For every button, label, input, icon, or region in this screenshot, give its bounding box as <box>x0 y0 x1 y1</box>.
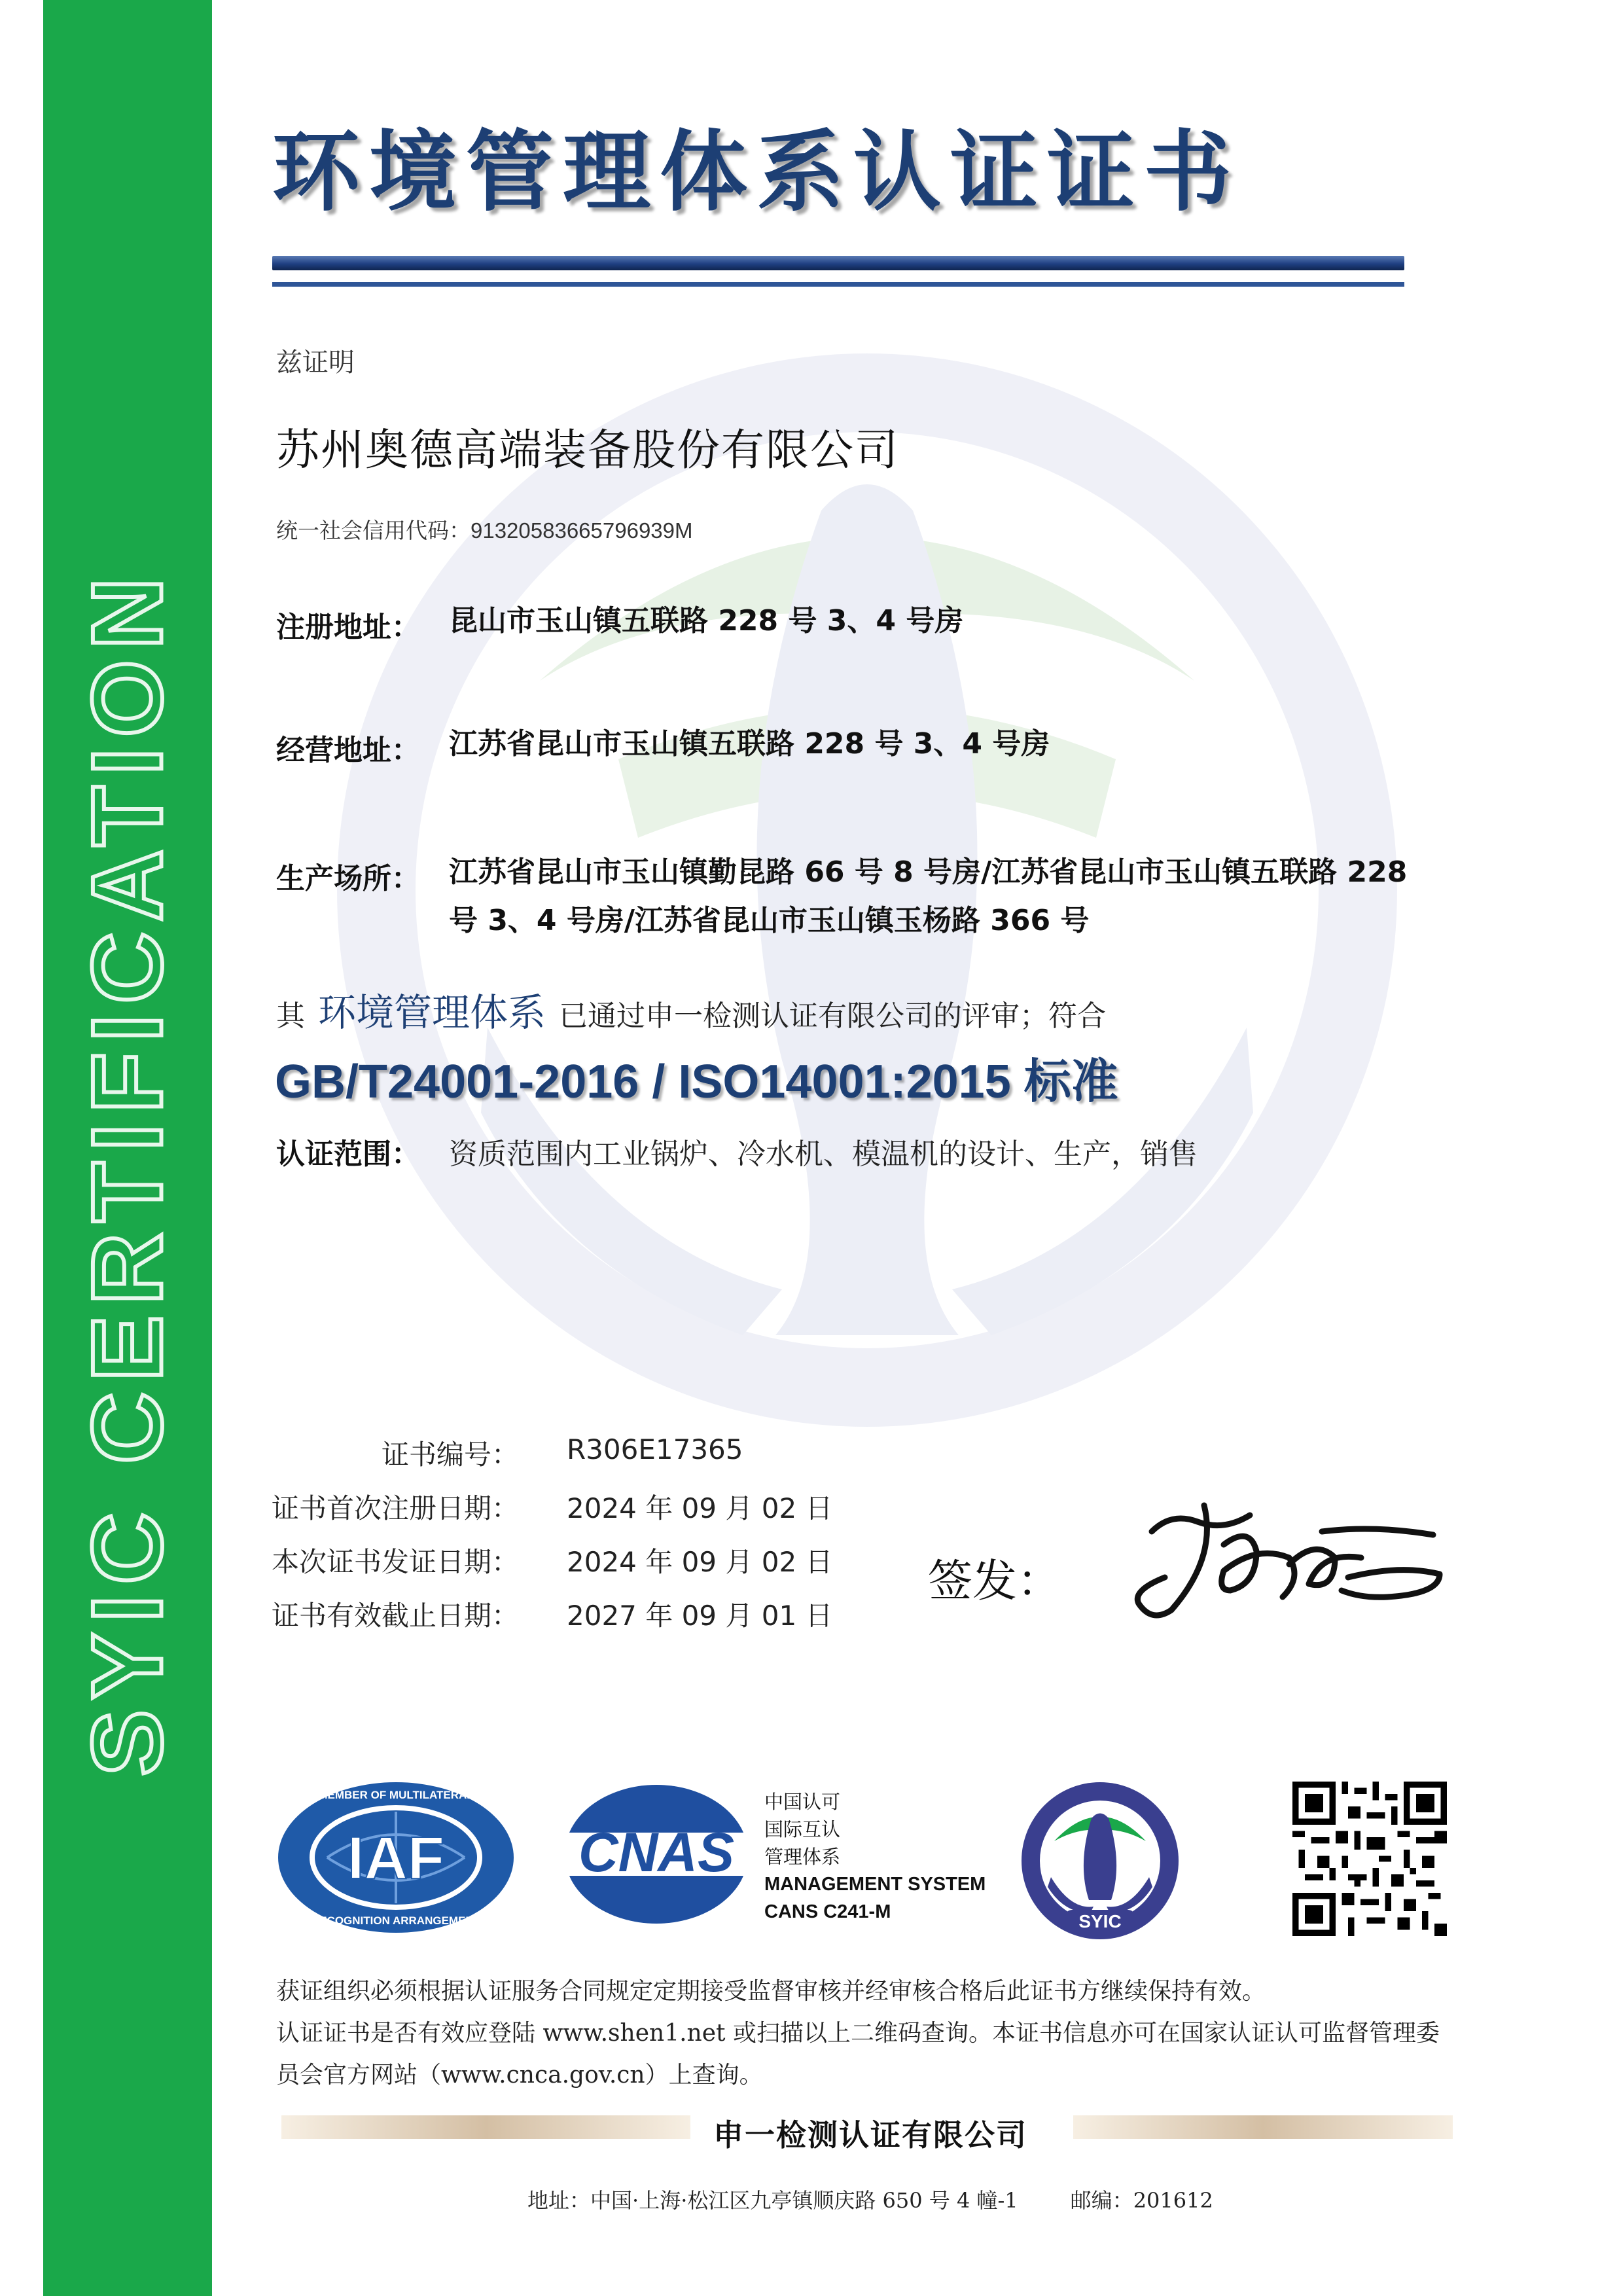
expiry-date-value: 2027 年 09 月 01 日 <box>567 1600 833 1632</box>
first-registration-value: 2024 年 09 月 02 日 <box>567 1492 833 1524</box>
note-line-3: 员会官方网站（www.cnca.gov.cn）上查询。 <box>276 2062 763 2089</box>
credit-code-label: 统一社会信用代码： <box>276 518 471 543</box>
footer-address <box>527 2184 1213 2214</box>
production-site-label: 生产场所： <box>276 862 420 895</box>
note-line-2: 认证证书是否有效应登陆 www.shen1.net 或扫描以上二维码查询。本证书信息亦可在国家认证认可监督管理委 <box>276 2020 1440 2047</box>
company-name: 苏州奥德高端装备股份有限公司 <box>276 425 899 475</box>
qr-code[interactable] <box>1292 1782 1447 1936</box>
syic-main: SYIC <box>1078 1911 1122 1931</box>
scope-value: 资质范围内工业锅炉、冷水机、模温机的设计、生产，销售 <box>449 1138 1198 1171</box>
syic-logo <box>1018 1779 1182 1943</box>
statement-system: 环境管理体系 <box>318 990 546 1035</box>
side-band-text: SYIC CERTIFICATION <box>71 567 183 1776</box>
iaf-ring-bottom: RECOGNITION ARRANGEMENT <box>311 1914 481 1927</box>
registered-address-value: 昆山市玉山镇五联路 228 号 3、4 号房 <box>449 604 964 637</box>
cnas-main: CNAS <box>578 1821 735 1883</box>
statement-suffix: 已通过申一检测认证有限公司的评审；符合 <box>559 999 1107 1033</box>
postcode-value: 201612 <box>1133 2188 1213 2213</box>
title-rule-thin <box>272 282 1404 287</box>
scope-label: 认证范围： <box>276 1138 420 1171</box>
cert-number-value: R306E17365 <box>567 1433 743 1465</box>
production-site-value-line1: 江苏省昆山市玉山镇勤昆路 66 号 8 号房/江苏省昆山市玉山镇五联路 228 <box>449 855 1408 889</box>
business-address-label: 经营地址： <box>276 734 420 767</box>
cnas-en-line-1: MANAGEMENT SYSTEM <box>764 1874 986 1895</box>
issue-date-value: 2024 年 09 月 02 日 <box>567 1546 833 1578</box>
cnas-logo <box>561 1782 751 1927</box>
sign-label: 签发： <box>928 1556 1062 1607</box>
note-line-1: 获证组织必须根据认证服务合同规定定期接受监督审核并经审核合格后此证书方继续保持有效。 <box>276 1978 1266 2005</box>
footer-bar-left <box>281 2115 690 2139</box>
statement-prefix: 其 <box>276 999 305 1033</box>
cnas-en-line-2: CANS C241-M <box>764 1901 891 1922</box>
signature <box>1126 1486 1453 1636</box>
cnas-text <box>764 1788 986 1926</box>
issuer-name: 申一检测认证有限公司 <box>713 2117 1027 2153</box>
registered-address-label: 注册地址： <box>276 611 420 644</box>
cert-number-label: 证书编号： <box>381 1439 519 1471</box>
intro-text: 兹证明 <box>276 348 355 378</box>
credit-code <box>276 514 693 545</box>
credit-code-value: 91320583665796939M <box>471 518 693 543</box>
first-registration-label: 证书首次注册日期： <box>271 1492 519 1524</box>
business-address-value: 江苏省昆山市玉山镇五联路 228 号 3、4 号房 <box>449 727 1050 761</box>
title-rule-thick <box>272 256 1404 270</box>
statement-line <box>276 982 1106 1037</box>
cnas-line-1: 中国认可 <box>764 1791 841 1813</box>
iaf-logo <box>275 1779 517 1936</box>
address-value: 中国·上海·松江区九亭镇顺庆路 650 号 4 幢-1 <box>590 2188 1018 2213</box>
iaf-ring-top: MEMBER OF MULTILATERAL <box>318 1789 474 1801</box>
production-site-value-line2: 号 3、4 号房/江苏省昆山市玉山镇玉杨路 366 号 <box>449 904 1090 937</box>
postcode-label: 邮编： <box>1070 2188 1133 2213</box>
cnas-line-3: 管理体系 <box>764 1846 841 1868</box>
cnas-line-2: 国际互认 <box>764 1818 841 1840</box>
issue-date-label: 本次证书发证日期： <box>271 1546 519 1578</box>
certificate-title: 环境管理体系认证证书 <box>272 120 1241 223</box>
expiry-date-label: 证书有效截止日期： <box>271 1600 519 1632</box>
standard-text: GB/T24001-2016 / ISO14001:2015 标准 <box>275 1056 1118 1108</box>
footer-bar-right <box>1073 2115 1453 2139</box>
iaf-main: IAF <box>347 1825 445 1892</box>
address-label: 地址： <box>527 2188 591 2213</box>
